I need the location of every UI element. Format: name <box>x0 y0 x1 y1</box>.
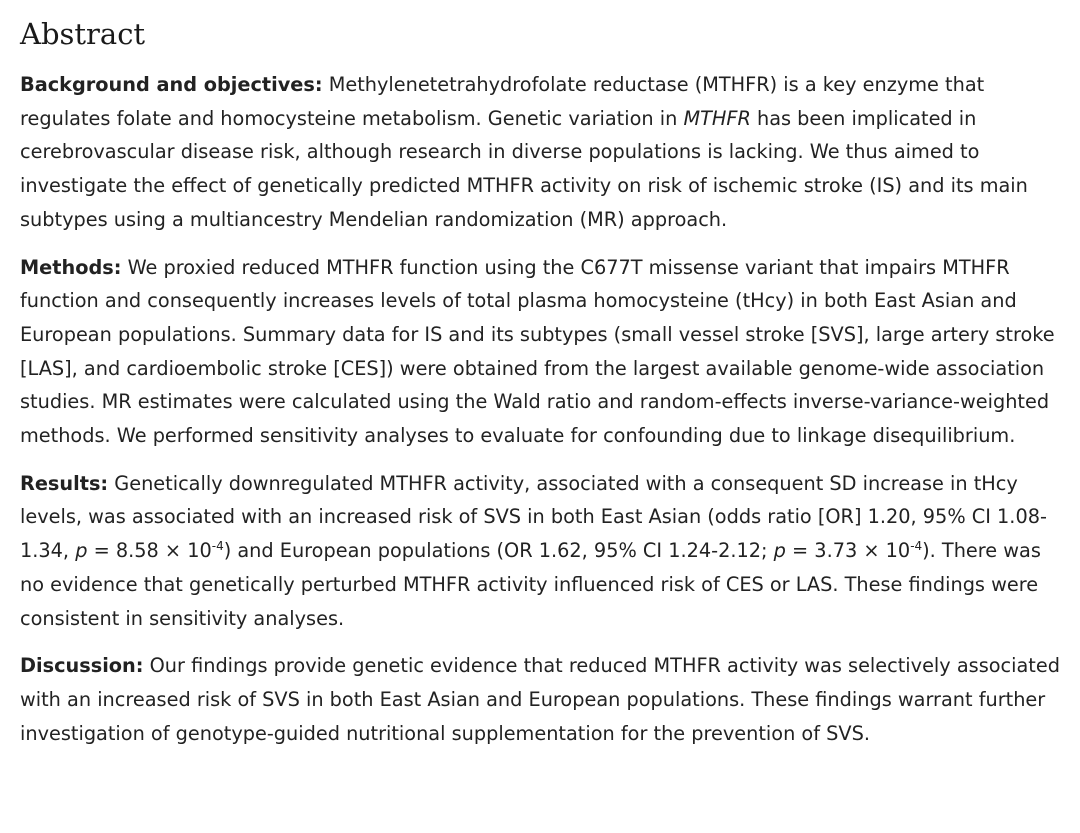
background-text-2: has been implicated in cerebrovascular disease risk, although research in diverse populations is lacking. We thus aimed to investigate the effect of genetically predicted MTHFR activity on risk of ischemic stroke (IS) and its main subtypes using a multiancestry Mendelian randomization (MR) approach. <box>20 106 1028 231</box>
p-value-symbol: p <box>773 539 786 563</box>
results-paragraph <box>20 467 1060 636</box>
discussion-label: Discussion: <box>20 654 144 678</box>
results-text-3: ) and European populations (OR 1.62, 95% CI 1.24-2.12; <box>223 539 774 563</box>
results-text-2: = 8.58 × 10 <box>87 539 212 563</box>
results-text-1: Genetically downregulated MTHFR activity, associated with a consequent SD increase in tHcy levels, was associated with an increased risk of SVS in both East Asian (odds ratio [OR] 1.20, 95% CI 1.08-1.34, <box>20 471 1047 563</box>
gene-name: MTHFR <box>683 106 751 130</box>
abstract-heading: Abstract <box>20 17 146 51</box>
background-text-1: Methylenetetrahydrofolate reductase (MTHFR) is a key enzyme that regulates folate and homocysteine metabolism. Genetic variation in <box>20 73 985 130</box>
results-text-5: ). There was no evidence that genetically perturbed MTHFR activity influenced risk of CES or LAS. These findings were consistent in sensitivity analyses. <box>20 539 1041 630</box>
discussion-text: Our findings provide genetic evidence that reduced MTHFR activity was selectively associated with an increased risk of SVS in both East Asian and European populations. These findings warrant further investigation of genotype-guided nutritional supplementation for the prevention of SVS. <box>20 654 1060 745</box>
exponent: -4 <box>910 539 923 554</box>
background-paragraph <box>20 68 1060 237</box>
background-label: Background and objectives: <box>20 73 323 96</box>
discussion-paragraph <box>20 649 1060 750</box>
methods-label: Methods: <box>20 255 122 279</box>
results-label: Results: <box>20 471 109 495</box>
p-value-symbol: p <box>75 539 88 563</box>
methods-paragraph <box>20 251 1060 453</box>
results-text-4: = 3.73 × 10 <box>785 539 911 563</box>
exponent: -4 <box>211 539 224 554</box>
methods-text: We proxied reduced MTHFR function using the C677T missense variant that impairs MTHFR function and consequently increases levels of total plasma homocysteine (tHcy) in both East Asian and European populations. Summary data for IS and its subtypes (small vessel stroke [SVS], large artery stroke [LAS], and cardioembolic stroke [CES]) were obtained from the largest available genome-wide association studies. MR estimates were calculated using the Wald ratio and random-effects inverse-variance-weighted methods. We performed sensitivity analyses to evaluate for confounding due to linkage disequilibrium. <box>20 255 1055 448</box>
abstract-section <box>20 14 1060 764</box>
